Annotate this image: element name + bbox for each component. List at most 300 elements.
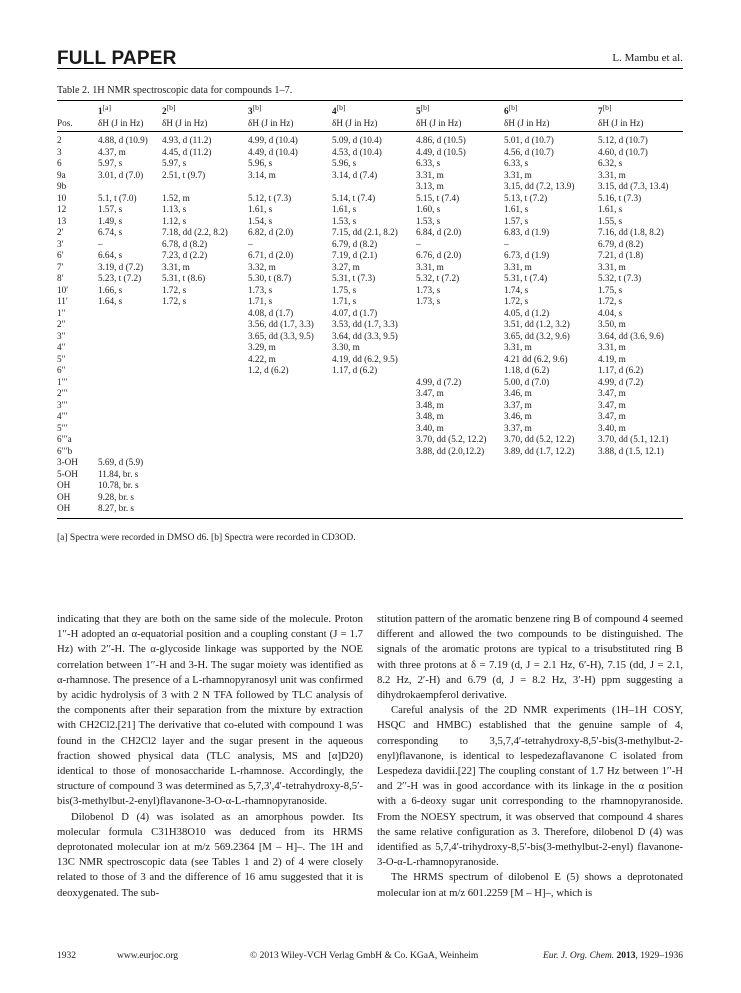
- table-row: [57, 227, 683, 239]
- shift-cell: [248, 181, 332, 193]
- shift-cell: 3.88, d (1.5, 12.1): [598, 445, 664, 456]
- shift-cell: 3.70, dd (5.2, 12.2): [504, 434, 575, 445]
- shift-cell: 3.31, m: [504, 342, 532, 353]
- shift-cell: [98, 411, 162, 423]
- shift-cell: 3.46, m: [504, 388, 532, 399]
- shift-cell: 3.31, m: [598, 169, 626, 180]
- shift-cell: [162, 354, 248, 366]
- shift-cell: 1.17, d (6.2): [598, 365, 644, 376]
- table-row: [57, 400, 683, 412]
- compound-header: [598, 101, 683, 118]
- nmr-table: [57, 100, 683, 519]
- shift-cell: 1.61, s: [598, 204, 623, 215]
- shift-cell: 1.52, m: [162, 192, 190, 203]
- shift-cell: 5.13, t (7.2): [504, 192, 548, 203]
- position-cell: 3′: [57, 238, 64, 249]
- shift-cell: [332, 411, 416, 423]
- shift-cell: 7.18, dd (2.2, 8.2): [162, 227, 228, 238]
- shift-cell: [162, 331, 248, 343]
- shift-cell: [248, 377, 332, 389]
- position-cell: 6: [57, 158, 62, 169]
- compound-header: [248, 101, 332, 118]
- paragraph: stitution pattern of the aromatic benzene ring B of compound 4 seemed different and allowed the two compounds to be distinguished. The signals of the aromatic protons are typical to a trisubstituted ring B with three protons at δ = 7.19 (d, J = 2.1 Hz, 6′-H), 7.15 (dd, J = 2.1, 8.2 Hz, 2′-H) and 6.79 (d, J = 8.2 Hz, 3′-H) ppm suggesting a dihydrokaempferol derivative.: [377, 613, 683, 702]
- position-cell: 6′′: [57, 365, 66, 376]
- compound-note: [a]: [102, 103, 112, 112]
- shift-cell: 3.40, m: [598, 422, 626, 433]
- shift-cell: 1.71, s: [332, 296, 357, 307]
- shift-cell: 3.47, m: [598, 388, 626, 399]
- shift-cell: 4.19, dd (6.2, 9.5): [332, 353, 398, 364]
- shift-cell: [98, 308, 162, 320]
- shift-cell: 4.99, d (10.4): [248, 135, 298, 146]
- shift-cell: [248, 388, 332, 400]
- shift-cell: 3.40, m: [416, 422, 444, 433]
- shift-cell: [416, 480, 504, 492]
- compound-header: [416, 101, 504, 118]
- section-title: FULL PAPER: [57, 48, 177, 69]
- running-author: L. Mambu et al.: [612, 52, 683, 64]
- shift-cell: 5.69, d (5.9): [98, 457, 144, 468]
- shift-cell: [598, 480, 683, 492]
- shift-cell: 5.96, s: [248, 158, 273, 169]
- shift-cell: 1.53, s: [332, 215, 357, 226]
- position-cell: 3′′′: [57, 399, 68, 410]
- shift-cell: 3.13, m: [416, 181, 444, 192]
- shift-cell: 1.53, s: [416, 215, 441, 226]
- shift-cell: 3.48, m: [416, 399, 444, 410]
- shift-cell: 6.84, d (2.0): [416, 227, 462, 238]
- shift-cell: 4.22, m: [248, 353, 276, 364]
- position-cell: 5′′: [57, 353, 66, 364]
- table-row: [57, 239, 683, 251]
- position-cell: 6′: [57, 250, 64, 261]
- table-row: [57, 193, 683, 205]
- shift-cell: 1.12, s: [162, 215, 187, 226]
- shift-cell: [416, 469, 504, 481]
- compound-number: 1: [98, 106, 103, 117]
- shift-cell: [248, 457, 332, 469]
- shift-cell: [332, 480, 416, 492]
- position-cell: 4′′′: [57, 411, 68, 422]
- position-cell: 1′′′: [57, 376, 68, 387]
- position-cell: 6′′′a: [57, 434, 72, 445]
- shift-cell: 1.13, s: [162, 204, 187, 215]
- shift-cell: 3.29, m: [248, 342, 276, 353]
- position-cell: 9b: [57, 181, 67, 192]
- shift-cell: 5.97, s: [162, 158, 187, 169]
- shift-cell: [332, 400, 416, 412]
- shift-cell: 5.23, t (7.2): [98, 273, 142, 284]
- shift-cell: 3.70, dd (5.2, 12.2): [416, 434, 487, 445]
- compound-number: 2: [162, 106, 167, 117]
- shift-cell: [332, 423, 416, 435]
- shift-cell: –: [416, 238, 421, 249]
- shift-cell: 4.99, d (7.2): [598, 376, 644, 387]
- shift-cell: 3.31, m: [416, 261, 444, 272]
- shift-cell: 3.01, d (7.0): [98, 169, 144, 180]
- shift-cell: [98, 434, 162, 446]
- shift-cell: [98, 423, 162, 435]
- position-cell: 8′: [57, 273, 64, 284]
- body-column-left: [57, 612, 363, 901]
- shift-cell: 5.96, s: [332, 158, 357, 169]
- shift-cell: [416, 354, 504, 366]
- journal-citation: [543, 951, 683, 961]
- shift-cell: 4.49, d (10.4): [248, 146, 298, 157]
- shift-cell: 6.33, s: [416, 158, 441, 169]
- shift-cell: 1.72, s: [162, 284, 187, 295]
- shift-cell: [248, 480, 332, 492]
- shift-cell: 3.48, m: [416, 411, 444, 422]
- shift-cell: [504, 503, 598, 518]
- shift-cell: 1.57, s: [98, 204, 123, 215]
- shift-cell: 4.19, m: [598, 353, 626, 364]
- shift-cell: 3.56, dd (1.7, 3.3): [248, 319, 314, 330]
- table-row: [57, 411, 683, 423]
- shift-cell: [98, 181, 162, 193]
- shift-cell: 1.61, s: [332, 204, 357, 215]
- shift-cell: 1.72, s: [598, 296, 623, 307]
- compound-note: [b]: [602, 103, 612, 112]
- shift-cell: 6.82, d (2.0): [248, 227, 294, 238]
- shift-subheader: δH (J in Hz): [98, 118, 162, 132]
- shift-cell: 3.47, m: [416, 388, 444, 399]
- shift-cell: [162, 423, 248, 435]
- shift-cell: 3.89, dd (1.7, 12.2): [504, 445, 575, 456]
- journal-name: Eur. J. Org. Chem.: [542, 951, 615, 961]
- shift-cell: [332, 446, 416, 458]
- table-row: [57, 503, 683, 518]
- compound-number: 5: [416, 106, 421, 117]
- position-cell: 3′′: [57, 330, 66, 341]
- shift-cell: 3.14, d (7.4): [332, 169, 378, 180]
- shift-cell: 7.21, d (1.8): [598, 250, 644, 261]
- shift-cell: 6.73, d (1.9): [504, 250, 550, 261]
- table-row: [57, 308, 683, 320]
- header-rule: [57, 68, 683, 69]
- shift-cell: [504, 457, 598, 469]
- shift-cell: 6.76, d (2.0): [416, 250, 462, 261]
- shift-cell: 4.37, m: [98, 146, 126, 157]
- shift-cell: 4.05, d (1.2): [504, 307, 550, 318]
- shift-cell: 6.83, d (1.9): [504, 227, 550, 238]
- shift-cell: 3.31, m: [598, 342, 626, 353]
- shift-cell: [416, 457, 504, 469]
- shift-cell: [162, 434, 248, 446]
- shift-subheader: δH (J in Hz): [416, 118, 504, 132]
- shift-cell: 1.75, s: [598, 284, 623, 295]
- shift-cell: 1.73, s: [416, 296, 441, 307]
- shift-cell: 4.60, d (10.7): [598, 146, 648, 157]
- shift-cell: 3.37, m: [504, 399, 532, 410]
- shift-subheader: δH (J in Hz): [504, 118, 598, 132]
- shift-cell: 4.45, d (11.2): [162, 146, 212, 157]
- shift-cell: [248, 423, 332, 435]
- shift-cell: 5.31, t (7.3): [332, 273, 376, 284]
- shift-cell: [332, 469, 416, 481]
- position-cell: 3-OH: [57, 457, 78, 468]
- shift-cell: 6.32, s: [598, 158, 623, 169]
- compound-number: 6: [504, 106, 509, 117]
- journal-pages: , 1929–1936: [635, 951, 683, 961]
- shift-cell: [162, 446, 248, 458]
- shift-cell: 5.01, d (10.7): [504, 135, 554, 146]
- journal-website: www.eurjoc.org: [117, 951, 178, 961]
- compound-note: [b]: [252, 103, 262, 112]
- table-footnote: [a] Spectra were recorded in DMSO d6. [b] Spectra were recorded in CD3OD.: [57, 533, 356, 543]
- shift-cell: 5.12, d (10.7): [598, 135, 648, 146]
- shift-cell: 3.27, m: [332, 261, 360, 272]
- shift-cell: 7.15, dd (2.1, 8.2): [332, 227, 398, 238]
- compound-number: 3: [248, 106, 253, 117]
- shift-cell: [162, 181, 248, 193]
- shift-cell: 3.65, dd (3.3, 9.5): [248, 330, 314, 341]
- shift-cell: [162, 469, 248, 481]
- shift-cell: 1.18, d (6.2): [504, 365, 550, 376]
- shift-cell: [248, 411, 332, 423]
- shift-cell: 3.31, m: [504, 261, 532, 272]
- shift-cell: 2.51, t (9.7): [162, 169, 206, 180]
- shift-subheader: δH (J in Hz): [332, 118, 416, 132]
- shift-cell: 5.15, t (7.4): [416, 192, 460, 203]
- shift-cell: –: [248, 238, 253, 249]
- position-cell: 3: [57, 146, 62, 157]
- compound-note: [b]: [420, 103, 430, 112]
- table-row: [57, 342, 683, 354]
- shift-cell: [162, 342, 248, 354]
- compound-note: [b]: [336, 103, 346, 112]
- shift-cell: 3.37, m: [504, 422, 532, 433]
- position-cell: OH: [57, 480, 71, 491]
- shift-cell: 6.74, s: [98, 227, 123, 238]
- table-row: [57, 365, 683, 377]
- table-row: [57, 132, 683, 147]
- table-row: [57, 388, 683, 400]
- shift-cell: [248, 434, 332, 446]
- shift-cell: [248, 469, 332, 481]
- table-row: [57, 331, 683, 343]
- shift-subheader: δH (J in Hz): [248, 118, 332, 132]
- position-cell: 9a: [57, 169, 66, 180]
- shift-cell: [162, 503, 248, 518]
- shift-cell: [162, 308, 248, 320]
- shift-cell: [98, 400, 162, 412]
- compound-header: [332, 101, 416, 118]
- shift-cell: 1.75, s: [332, 284, 357, 295]
- shift-cell: 4.86, d (10.5): [416, 135, 466, 146]
- shift-cell: [248, 400, 332, 412]
- shift-cell: [416, 503, 504, 518]
- shift-subheader: δH (J in Hz): [162, 118, 248, 132]
- copyright-notice: © 2013 Wiley-VCH Verlag GmbH & Co. KGaA, Weinheim: [250, 951, 479, 961]
- shift-cell: 3.51, dd (1.2, 3.2): [504, 319, 570, 330]
- position-cell: 2′′′: [57, 388, 68, 399]
- shift-cell: 4.56, d (10.7): [504, 146, 554, 157]
- position-cell: 2: [57, 135, 62, 146]
- shift-cell: 4.07, d (1.7): [332, 307, 378, 318]
- shift-cell: [416, 365, 504, 377]
- shift-cell: 4.49, d (10.5): [416, 146, 466, 157]
- shift-cell: [332, 181, 416, 193]
- shift-cell: [504, 469, 598, 481]
- paragraph: The HRMS spectrum of dilobenol E (5) shows a deprotonated molecular ion at m/z 601.2259 [M – H]–, which is: [377, 871, 683, 899]
- shift-cell: 9.28, br. s: [98, 491, 134, 502]
- shift-cell: [98, 446, 162, 458]
- shift-cell: [162, 492, 248, 504]
- shift-cell: [504, 492, 598, 504]
- table-row: [57, 285, 683, 297]
- shift-cell: 5.12, t (7.3): [248, 192, 292, 203]
- shift-cell: 7.19, d (2.1): [332, 250, 378, 261]
- paragraph: Careful analysis of the 2D NMR experiments (1H–1H COSY, HSQC and HMBC) established that the genuine sample of 4, corresponding to 3,5,7,4′-tetrahydroxy-8,5′-bis(3-methylbut-2-enyl)flavanone, is identical to lespedezaflavanone C isolated from Lespedeza davidii.[22] The coupling constant of 1.7 Hz between 1′′-H and 2′′-H was in good accordance with its linkage in the α position with a 6-deoxy sugar unit corresponding to the rhamnopyranoside. From the NOESY spectrum, it was observed that compound 4 shares the same relative configuration as 3. Therefore, dilobenol D (4) was identified as 5,7,4′-trihydroxy-8,5′-bis(3-methylbut-2-enyl) flavanone-3-O-α-L-rhamnopyranoside.: [377, 704, 683, 869]
- shift-cell: 3.70, dd (5.1, 12.1): [598, 434, 669, 445]
- shift-cell: [98, 319, 162, 331]
- shift-cell: 5.97, s: [98, 158, 123, 169]
- shift-cell: 3.88, dd (2.0,12.2): [416, 445, 485, 456]
- position-cell: OH: [57, 491, 71, 502]
- shift-cell: 3.30, m: [332, 342, 360, 353]
- position-cell: 1′′: [57, 307, 66, 318]
- shift-cell: [162, 400, 248, 412]
- table-row: [57, 423, 683, 435]
- table-row: [57, 469, 683, 481]
- paragraph: Dilobenol D (4) was isolated as an amorphous powder. Its molecular formula C31H38O10 was deduced from its HRMS deprotonated molecular ion at m/z 569.2364 [M – H]–. The 1H and 13C NMR spectroscopic data (see Tables 1 and 2) of 4 were closely related to those of 3 and the difference of 16 amu suggested that it is deoxygenated. The sub-: [57, 810, 363, 899]
- compound-header: [504, 101, 598, 118]
- shift-cell: 6.79, d (8.2): [332, 238, 378, 249]
- shift-cell: [598, 469, 683, 481]
- shift-subheader: δH (J in Hz): [598, 118, 683, 132]
- shift-cell: 1.49, s: [98, 215, 123, 226]
- shift-cell: 3.46, m: [504, 411, 532, 422]
- shift-cell: 3.31, m: [504, 169, 532, 180]
- table-row: [57, 216, 683, 228]
- shift-cell: 3.15, dd (7.3, 13.4): [598, 181, 669, 192]
- table-row: [57, 250, 683, 262]
- compound-note: [b]: [508, 103, 518, 112]
- shift-cell: 1.57, s: [504, 215, 529, 226]
- table-row: [57, 457, 683, 469]
- shift-cell: [248, 492, 332, 504]
- shift-cell: [98, 342, 162, 354]
- shift-cell: 5.14, t (7.4): [332, 192, 376, 203]
- shift-cell: 4.04, s: [598, 307, 623, 318]
- compound-number: 4: [332, 106, 337, 117]
- table-row: [57, 181, 683, 193]
- position-cell: 7′: [57, 261, 64, 272]
- shift-cell: [162, 377, 248, 389]
- shift-cell: 7.16, dd (1.8, 8.2): [598, 227, 664, 238]
- shift-cell: 3.65, dd (3.2, 9.6): [504, 330, 570, 341]
- position-cell: 11′: [57, 296, 68, 307]
- shift-cell: 1.17, d (6.2): [332, 365, 378, 376]
- table-row: [57, 377, 683, 389]
- shift-cell: [416, 331, 504, 343]
- shift-cell: [332, 388, 416, 400]
- shift-cell: 4.08, d (1.7): [248, 307, 294, 318]
- shift-cell: [598, 503, 683, 518]
- shift-cell: [416, 342, 504, 354]
- shift-cell: 3.50, m: [598, 319, 626, 330]
- shift-cell: 1.72, s: [162, 296, 187, 307]
- shift-cell: 3.64, dd (3.6, 9.6): [598, 330, 664, 341]
- shift-cell: 10.78, br. s: [98, 480, 139, 491]
- shift-cell: [416, 319, 504, 331]
- journal-year: 2013: [616, 951, 636, 961]
- shift-cell: 3.47, m: [598, 399, 626, 410]
- position-cell: 4′′: [57, 342, 66, 353]
- shift-cell: 4.21 dd (6.2, 9.6): [504, 353, 568, 364]
- table-row: [57, 273, 683, 285]
- shift-cell: [162, 365, 248, 377]
- shift-cell: 3.19, d (7.2): [98, 261, 144, 272]
- shift-cell: [332, 434, 416, 446]
- position-cell: OH: [57, 503, 98, 518]
- shift-cell: 3.53, dd (1.7, 3.3): [332, 319, 398, 330]
- shift-cell: [162, 411, 248, 423]
- paragraph: indicating that they are both on the same side of the molecule. Proton 1′′-H adopted an α-equatorial position and a coupling constant (J = 1.7 Hz) with 2′′-H. The α-glycoside linkage was supported by the NOE correlation between 1′′-H and 3-H. The sugar moiety was identified as α-rhamnose. The presence of a L-rhamnopyranosyl unit was confirmed by acidic hydrolysis of 3 with 2 N TFA followed by TLC analysis of the components after their separation from the mixture by extraction with CH2Cl2.[21] The derivative that co-eluted with compound 1 was found in the CH2Cl2 layer and the sugar present in the aqueous fraction showed physical data (TLC analysis, MS and [α]D20) identical to those of monosaccharide L-rhamnose. Accordingly, the structure of compound 3 was determined as 5,7,3′,4′-tetrahydroxy-8,5′-bis(3-methylbut-2-enyl)flavanone-3-O-α-L-rhamnopyranoside.: [57, 613, 363, 808]
- shift-cell: 5.32, t (7.2): [416, 273, 460, 284]
- shift-cell: [98, 365, 162, 377]
- position-cell: 5-OH: [57, 468, 78, 479]
- compound-header: [162, 101, 248, 118]
- shift-cell: 6.78, d (8.2): [162, 238, 208, 249]
- shift-cell: [504, 480, 598, 492]
- shift-cell: [598, 492, 683, 504]
- shift-cell: [248, 503, 332, 518]
- shift-cell: 5.00, d (7.0): [504, 376, 550, 387]
- shift-cell: 1.61, s: [248, 204, 273, 215]
- shift-cell: [98, 377, 162, 389]
- shift-cell: 1.61, s: [504, 204, 529, 215]
- shift-cell: 1.72, s: [504, 296, 529, 307]
- pos-header: Pos.: [57, 118, 98, 132]
- shift-cell: 5.31, t (7.4): [504, 273, 548, 284]
- shift-cell: [332, 377, 416, 389]
- table-row: [57, 319, 683, 331]
- table-row: [57, 492, 683, 504]
- position-cell: 5′′′: [57, 422, 68, 433]
- shift-cell: 1.73, s: [416, 284, 441, 295]
- shift-cell: 5.16, t (7.3): [598, 192, 642, 203]
- page-number: 1932: [57, 951, 76, 961]
- table-row: [57, 262, 683, 274]
- shift-cell: 4.99, d (7.2): [416, 376, 462, 387]
- shift-cell: 3.64, dd (3.3, 9.5): [332, 330, 398, 341]
- shift-cell: [98, 354, 162, 366]
- shift-cell: 3.14, m: [248, 169, 276, 180]
- position-cell: 12: [57, 204, 67, 215]
- shift-cell: 3.32, m: [248, 261, 276, 272]
- shift-cell: [98, 388, 162, 400]
- shift-cell: 5.09, d (10.4): [332, 135, 382, 146]
- shift-cell: [332, 492, 416, 504]
- shift-cell: [162, 319, 248, 331]
- shift-cell: 3.31, m: [162, 261, 190, 272]
- shift-cell: 1.64, s: [98, 296, 123, 307]
- shift-cell: 1.2, d (6.2): [248, 365, 289, 376]
- shift-cell: 4.93, d (11.2): [162, 135, 212, 146]
- shift-cell: 5.32, t (7.3): [598, 273, 642, 284]
- table-row: [57, 170, 683, 182]
- shift-cell: 3.31, m: [598, 261, 626, 272]
- shift-cell: 5.1, t (7.0): [98, 192, 137, 203]
- shift-cell: 1.55, s: [598, 215, 623, 226]
- shift-cell: 3.31, m: [416, 169, 444, 180]
- shift-cell: 4.53, d (10.4): [332, 146, 382, 157]
- position-cell: 10: [57, 192, 67, 203]
- shift-cell: [416, 308, 504, 320]
- shift-cell: 1.71, s: [248, 296, 273, 307]
